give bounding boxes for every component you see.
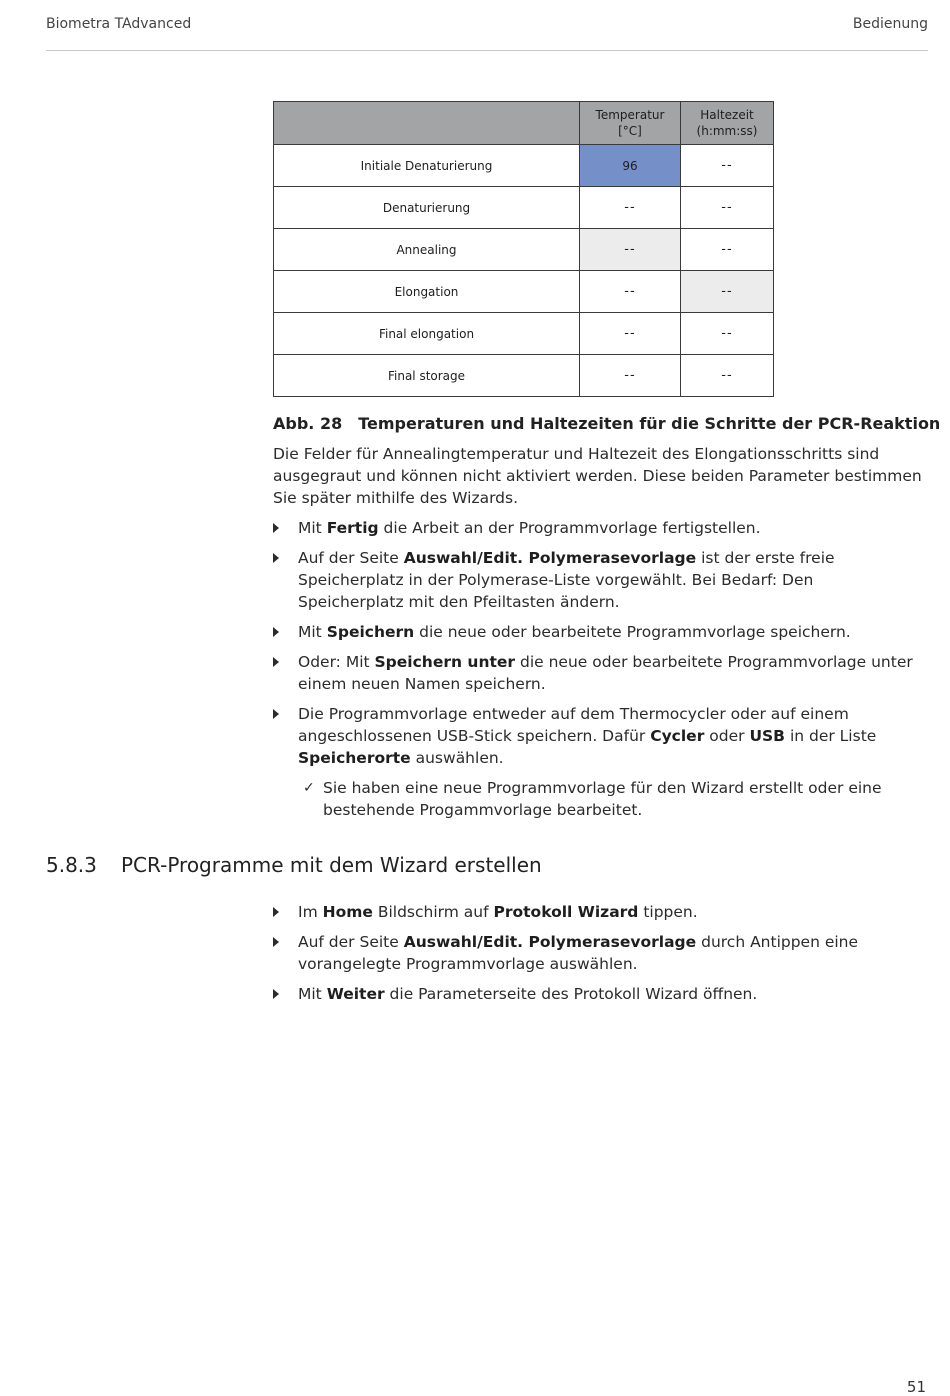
holdtime-cell[interactable]: -- (681, 355, 774, 397)
holdtime-cell[interactable]: -- (681, 145, 774, 187)
section-title: PCR-Programme mit dem Wizard erstellen (121, 853, 542, 877)
list-item: Mit Fertig die Arbeit an der Programmvorlage fertigstellen. (273, 517, 923, 539)
table-row (274, 271, 774, 313)
checkmark-icon: ✓ (303, 780, 315, 796)
pcr-steps-table (273, 101, 774, 397)
step-name-cell: Initiale Denaturierung (274, 145, 580, 187)
instruction-list-2 (273, 901, 923, 1013)
step-name-cell: Final storage (274, 355, 580, 397)
header-temperature-label: Temperatur (595, 108, 665, 122)
bullet-arrow-icon (273, 553, 279, 563)
bullet-arrow-icon (273, 937, 279, 947)
figure-caption (273, 414, 940, 433)
holdtime-cell[interactable]: -- (681, 187, 774, 229)
table-row (274, 313, 774, 355)
list-item: Oder: Mit Speichern unter die neue oder bearbeitete Programmvorlage unter einem neuen Namen speichern. (273, 651, 923, 695)
table-row (274, 145, 774, 187)
header-holdtime-unit: (h:mm:ss) (696, 124, 758, 138)
list-item: Mit Speichern die neue oder bearbeitete Programmvorlage speichern. (273, 621, 923, 643)
table-row (274, 355, 774, 397)
bullet-arrow-icon (273, 907, 279, 917)
bullet-arrow-icon (273, 989, 279, 999)
step-name-cell: Elongation (274, 271, 580, 313)
temperature-cell[interactable]: -- (580, 271, 681, 313)
page-header (46, 16, 928, 51)
temperature-cell[interactable]: -- (580, 313, 681, 355)
table-header-row (274, 102, 774, 145)
bullet-arrow-icon (273, 523, 279, 533)
header-product-name: Biometra TAdvanced (46, 16, 192, 32)
temperature-cell-disabled: -- (580, 229, 681, 271)
instruction-list-1 (273, 517, 923, 777)
temperature-cell[interactable]: -- (580, 187, 681, 229)
step-name-cell: Denaturierung (274, 187, 580, 229)
table-header-holdtime (681, 102, 774, 145)
temperature-cell[interactable]: -- (580, 355, 681, 397)
table-row (274, 229, 774, 271)
intro-paragraph: Die Felder für Annealingtemperatur und Haltezeit des Elongationsschritts sind ausgegraut und können nicht aktiviert werden. Diese beiden Parameter bestimmen Sie später mithilfe des Wizards. (273, 445, 922, 507)
table-header-step (274, 102, 580, 145)
bullet-arrow-icon (273, 657, 279, 667)
page-number: 51 (906, 1378, 926, 1396)
list-item: Mit Weiter die Parameterseite des Protokoll Wizard öffnen. (273, 983, 923, 1005)
holdtime-cell-disabled: -- (681, 271, 774, 313)
result-note (303, 777, 933, 821)
list-item: Im Home Bildschirm auf Protokoll Wizard tippen. (273, 901, 923, 923)
result-text: Sie haben eine neue Programmvorlage für den Wizard erstellt oder eine bestehende Progammvorlage bearbeitet. (323, 779, 882, 819)
section-number: 5.8.3 (46, 853, 97, 877)
list-item: Auf der Seite Auswahl/Edit. Polymerasevorlage durch Antippen eine vorangelegte Programmvorlage auswählen. (273, 931, 923, 975)
figure-number: Abb. 28 (273, 414, 343, 433)
list-item: Auf der Seite Auswahl/Edit. Polymerasevorlage ist der erste freie Speicherplatz in der Polymerase-Liste vorgewählt. Bei Bedarf: Den Speicherplatz mit den Pfeiltasten ändern. (273, 547, 923, 613)
figure-caption-text: Temperaturen und Haltezeiten für die Schritte der PCR-Reaktion (358, 414, 941, 433)
table-row (274, 187, 774, 229)
header-temperature-unit: [°C] (618, 124, 642, 138)
step-name-cell: Final elongation (274, 313, 580, 355)
header-chapter-name: Bedienung (852, 16, 928, 32)
header-holdtime-label: Haltezeit (700, 108, 754, 122)
temperature-cell[interactable]: 96 (580, 145, 681, 187)
bullet-arrow-icon (273, 627, 279, 637)
holdtime-cell[interactable]: -- (681, 229, 774, 271)
step-name-cell: Annealing (274, 229, 580, 271)
table-header-temperature (580, 102, 681, 145)
bullet-arrow-icon (273, 709, 279, 719)
holdtime-cell[interactable]: -- (681, 313, 774, 355)
list-item: Die Programmvorlage entweder auf dem Thermocycler oder auf einem angeschlossenen USB-Stick speichern. Dafür Cycler oder USB in der Liste Speicherorte auswählen. (273, 703, 923, 769)
